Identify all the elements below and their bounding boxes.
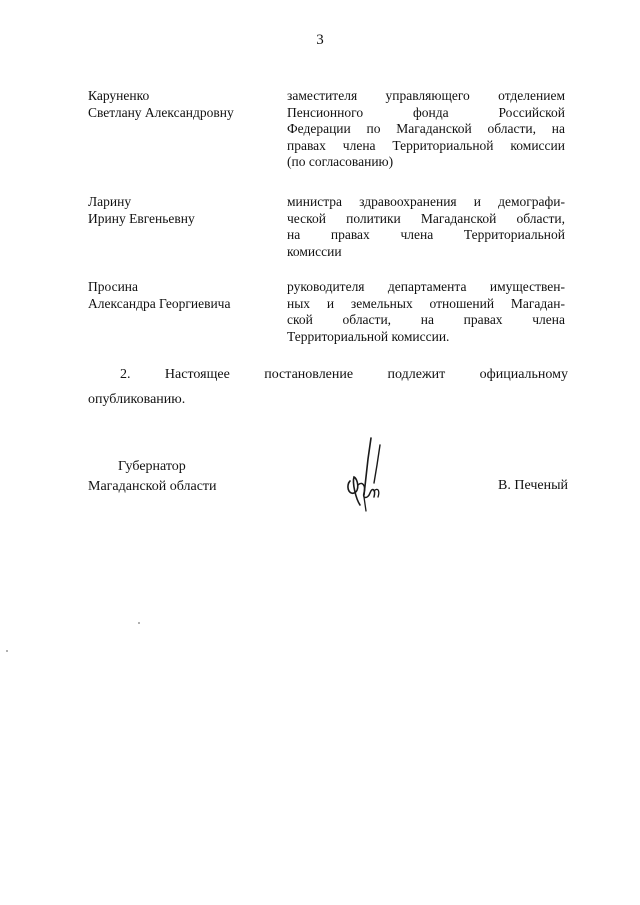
member-role-line: на правах члена Территориальной — [287, 227, 565, 242]
member-role-line: (по согласованию) — [287, 154, 394, 169]
scan-speck — [6, 650, 8, 652]
member-name — [88, 88, 278, 121]
clause-paragraph — [88, 364, 568, 411]
member-given-names: Александра Георгиевича — [88, 295, 231, 311]
member-role — [287, 88, 565, 171]
signer-name: В. Печеный — [498, 478, 568, 493]
member-entry — [88, 279, 568, 351]
member-role-line: Федерации по Магаданской области, на — [287, 121, 565, 136]
member-role-line: Пенсионного фонда Российской — [287, 104, 565, 120]
member-given-names: Ирину Евгеньевну — [88, 210, 195, 226]
member-role-line: ской области, на правах члена — [287, 312, 565, 327]
member-role-line: заместителя управляющего отделением — [287, 88, 565, 103]
member-name — [88, 279, 278, 312]
member-role-line: Территориальной комиссии. — [287, 328, 450, 344]
governor-title-line: Губернатор — [118, 459, 186, 474]
scan-speck — [138, 622, 140, 624]
member-role-line: ческой политики Магаданской области, — [287, 210, 565, 226]
clause-line: 2. Настоящее постановление подлежит официальному — [120, 367, 568, 382]
member-given-names: Светлану Александровну — [88, 104, 234, 120]
governor-title — [88, 457, 217, 497]
signature-block — [0, 457, 640, 527]
member-role-line: комиссии — [287, 243, 342, 259]
member-role — [287, 279, 565, 345]
member-surname: Ларину — [88, 194, 132, 209]
governor-title-line: Магаданской области — [88, 479, 217, 494]
member-surname: Каруненко — [88, 88, 150, 103]
member-role — [287, 194, 565, 260]
clause-line: опубликованию. — [88, 392, 186, 407]
member-role-line: ных и земельных отношений Магадан- — [287, 295, 565, 311]
member-entry — [88, 194, 568, 266]
handwritten-signature — [340, 435, 390, 520]
member-role-line: министра здравоохранения и демографи- — [287, 194, 565, 209]
member-role-line: руководителя департамента имуществен- — [287, 279, 565, 294]
page-number: 3 — [316, 32, 324, 48]
member-name — [88, 194, 278, 227]
member-entry — [88, 88, 568, 178]
member-surname: Просина — [88, 279, 139, 294]
member-role-line: правах члена Территориальной комиссии — [287, 137, 565, 153]
